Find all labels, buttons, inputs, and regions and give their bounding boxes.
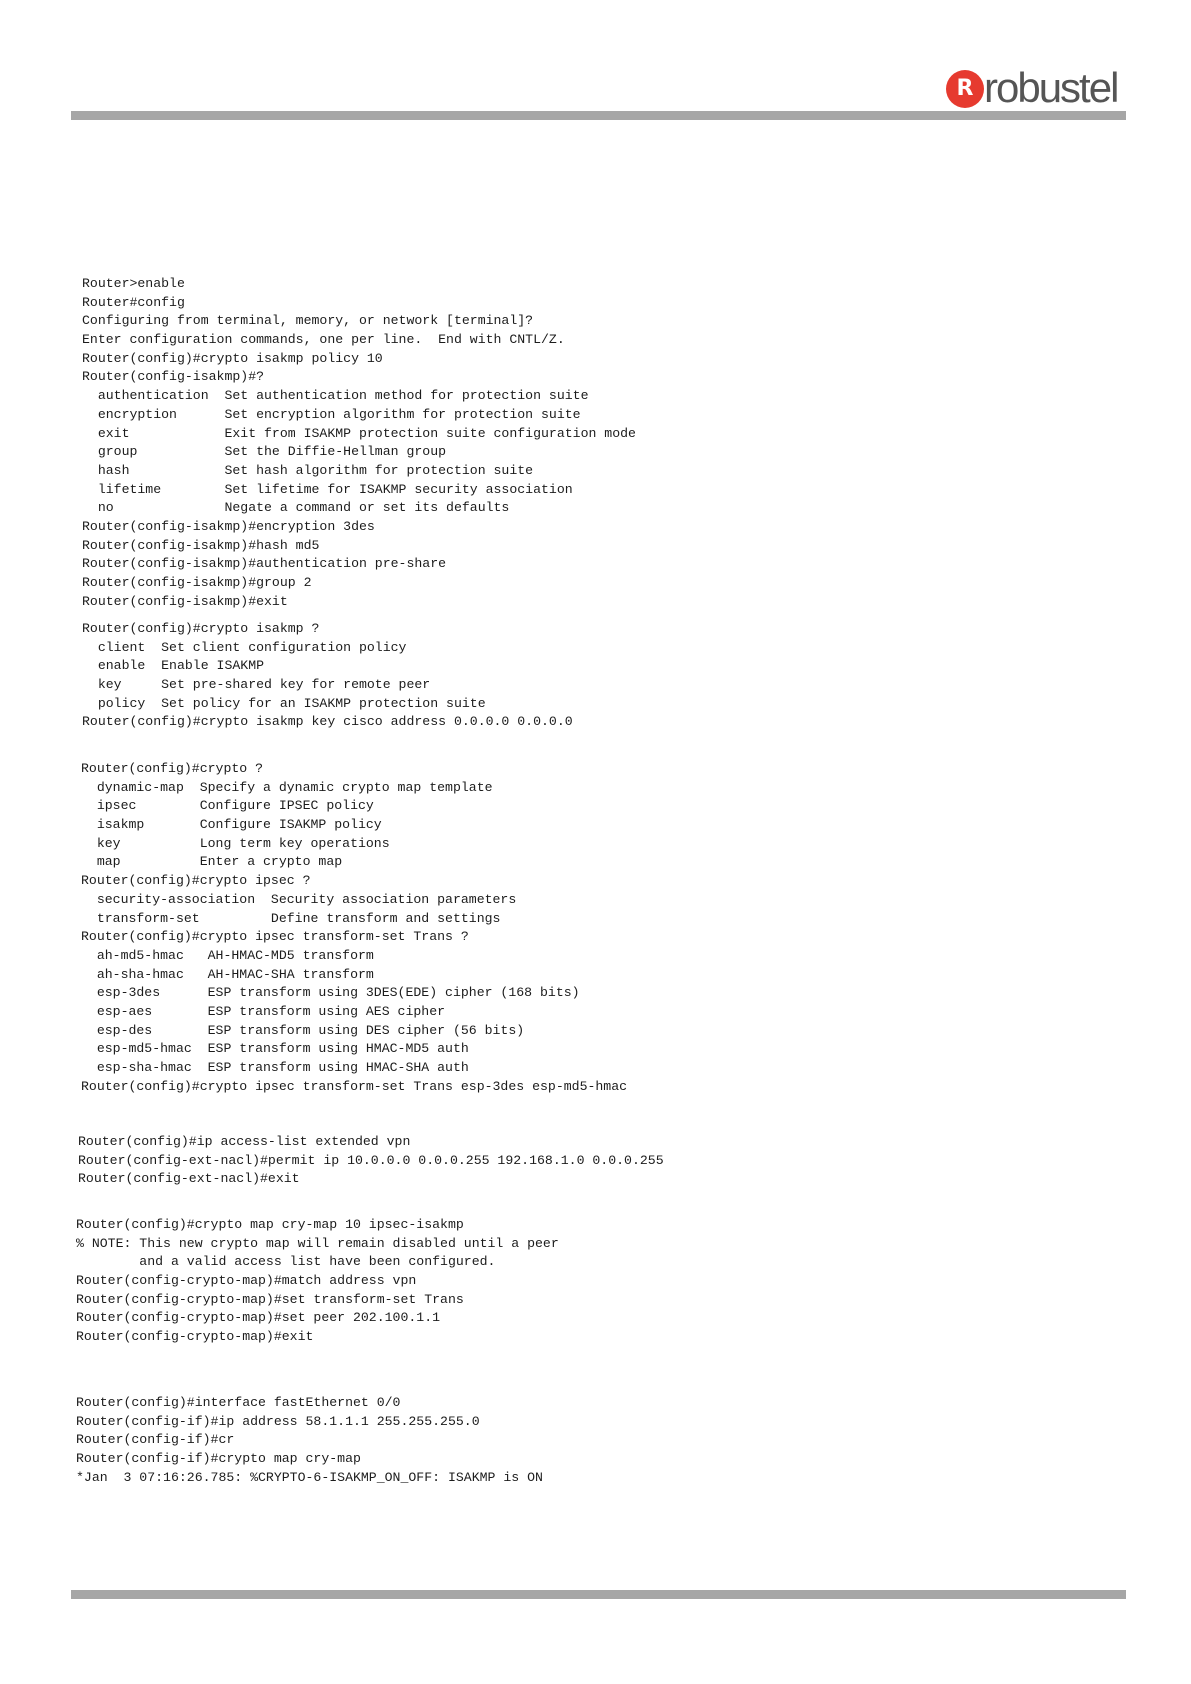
- cli-line: no Negate a command or set its defaults: [82, 500, 510, 516]
- cli-line: esp-des ESP transform using DES cipher (56 bits): [81, 1022, 525, 1038]
- cli-line: Router(config-isakmp)#encryption 3des: [82, 518, 375, 534]
- cli-line: dynamic-map Specify a dynamic crypto map template: [81, 779, 493, 795]
- cli-line: Router(config-isakmp)#?: [82, 369, 265, 385]
- cli-line: Router(config-if)#ip address 58.1.1.1 255.255.255.0: [76, 1413, 480, 1429]
- cli-block-crypto-map: [76, 1216, 559, 1347]
- cli-line: Router(config)#crypto ipsec ?: [81, 873, 311, 889]
- cli-line: Router(config-crypto-map)#set transform-set Trans: [76, 1291, 464, 1307]
- cli-line: hash Set hash algorithm for protection suite: [82, 462, 534, 478]
- cli-line: Router(config)#crypto isakmp key cisco address 0.0.0.0 0.0.0.0: [82, 714, 573, 730]
- cli-line: *Jan 3 07:16:26.785: %CRYPTO-6-ISAKMP_ON_OFF: ISAKMP is ON: [76, 1469, 543, 1485]
- cli-line: Router>enable: [82, 276, 185, 291]
- cli-line: Configuring from terminal, memory, or network [terminal]?: [82, 313, 534, 329]
- cli-line: Router(config-ext-nacl)#permit ip 10.0.0.0 0.0.0.255 192.168.1.0 0.0.0.255: [78, 1152, 664, 1168]
- cli-line: lifetime Set lifetime for ISAKMP security association: [82, 481, 573, 497]
- cli-line: key Long term key operations: [81, 835, 390, 851]
- cli-line: authentication Set authentication method for protection suite: [82, 388, 589, 404]
- cli-line: map Enter a crypto map: [81, 854, 343, 870]
- cli-line: transform-set Define transform and settings: [81, 910, 501, 926]
- cli-line: % NOTE: This new crypto map will remain disabled until a peer: [76, 1235, 559, 1251]
- cli-line: Router(config-isakmp)#exit: [82, 593, 288, 609]
- cli-line: ah-md5-hmac AH-HMAC-MD5 transform: [81, 947, 374, 963]
- cli-line: Router(config-crypto-map)#exit: [76, 1329, 314, 1345]
- cli-line: Router(config)#ip access-list extended vpn: [78, 1134, 411, 1149]
- cli-block-isakmp-policy: [82, 275, 636, 611]
- cli-line: Router(config-if)#crypto map cry-map: [76, 1451, 361, 1467]
- cli-line: Router(config-crypto-map)#match address vpn: [76, 1273, 417, 1289]
- cli-block-access-list: [78, 1133, 664, 1189]
- cli-block-ipsec-transform: [81, 760, 627, 1096]
- header-divider: [71, 111, 1126, 120]
- cli-line: Router#config: [82, 294, 185, 310]
- cli-line: Router(config)#crypto ?: [81, 761, 264, 776]
- cli-block-isakmp-key: [82, 620, 573, 732]
- cli-line: esp-md5-hmac ESP transform using HMAC-MD5 auth: [81, 1041, 469, 1057]
- cli-line: Router(config-if)#cr: [76, 1432, 235, 1448]
- cli-line: Router(config-isakmp)#authentication pre-share: [82, 556, 447, 572]
- cli-line: Enter configuration commands, one per line. End with CNTL/Z.: [82, 332, 565, 348]
- cli-line: ipsec Configure IPSEC policy: [81, 798, 374, 814]
- cli-line: esp-sha-hmac ESP transform using HMAC-SHA auth: [81, 1060, 469, 1075]
- cli-line: Router(config)#crypto isakmp policy 10: [82, 350, 383, 366]
- cli-line: exit Exit from ISAKMP protection suite configuration mode: [82, 425, 636, 441]
- cli-line: Router(config-isakmp)#group 2: [82, 575, 312, 590]
- robustel-logo-text: robustel: [984, 64, 1118, 111]
- cli-line: Router(config-ext-nacl)#exit: [78, 1171, 300, 1187]
- robustel-logo-mark-icon: R: [946, 70, 984, 108]
- robustel-logo: [946, 66, 1124, 114]
- cli-line: esp-3des ESP transform using 3DES(EDE) cipher (168 bits): [81, 985, 580, 1001]
- cli-line: Router(config)#crypto isakmp ?: [82, 621, 320, 636]
- cli-block-interface: [76, 1394, 543, 1487]
- cli-line: key Set pre-shared key for remote peer: [82, 677, 431, 693]
- cli-line: policy Set policy for an ISAKMP protection suite: [82, 695, 486, 711]
- cli-line: ah-sha-hmac AH-HMAC-SHA transform: [81, 966, 374, 982]
- cli-line: security-association Security association parameters: [81, 891, 517, 907]
- footer-divider: [71, 1590, 1126, 1599]
- cli-line: Router(config-isakmp)#hash md5: [82, 537, 320, 553]
- cli-line: Router(config)#crypto ipsec transform-set Trans ?: [81, 929, 469, 945]
- cli-line: Router(config-crypto-map)#set peer 202.100.1.1: [76, 1310, 441, 1326]
- cli-line: client Set client configuration policy: [82, 639, 407, 655]
- cli-line: group Set the Diffie-Hellman group: [82, 444, 447, 460]
- cli-line: and a valid access list have been configured.: [76, 1254, 496, 1270]
- cli-line: encryption Set encryption algorithm for protection suite: [82, 406, 581, 422]
- cli-line: enable Enable ISAKMP: [82, 658, 265, 674]
- cli-line: esp-aes ESP transform using AES cipher: [81, 1003, 446, 1019]
- cli-line: Router(config)#crypto ipsec transform-set Trans esp-3des esp-md5-hmac: [81, 1078, 628, 1094]
- cli-line: isakmp Configure ISAKMP policy: [81, 817, 382, 833]
- cli-line: Router(config)#interface fastEthernet 0/0: [76, 1395, 401, 1410]
- cli-line: Router(config)#crypto map cry-map 10 ipsec-isakmp: [76, 1217, 464, 1232]
